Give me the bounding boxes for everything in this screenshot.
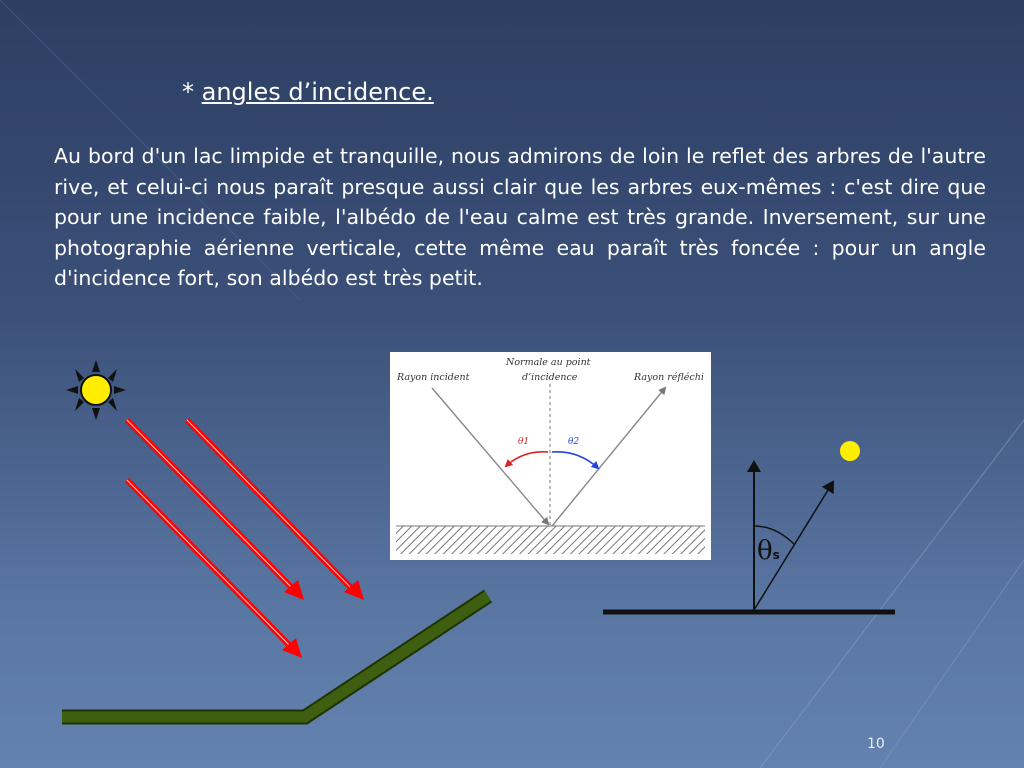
theta-symbol: θ (757, 536, 773, 566)
theta1-label: θ1 (518, 437, 530, 447)
label-normal-line1: Normale au point (506, 357, 591, 368)
theta-subscript: s (772, 548, 780, 562)
label-normal-line2: d’incidence (522, 372, 578, 383)
small-sun-icon (840, 441, 860, 461)
page-number: 10 (867, 736, 885, 752)
theta-s-label (757, 536, 780, 566)
label-incident-ray: Rayon incident (397, 372, 470, 383)
body-paragraph: Au bord d'un lac limpide et tranquille, nous admirons de loin le reflet des arbres de l'autre rive, et celui-ci nous paraît presque aussi clair que les arbres eux-mêmes : c'est dire que pour une incidence faible, l'albédo de l'eau calme est très grande. Inversement, sur une photographie aérienne verticale, cette même eau paraît très foncée : pour un angle d'incidence fort, son albédo est très petit. (54, 144, 986, 290)
title-text: angles d’incidence. (201, 78, 434, 106)
theta2-label: θ2 (568, 437, 580, 447)
label-reflected-ray: Rayon réfléchi (634, 372, 704, 383)
title-bullet: * (182, 78, 202, 106)
